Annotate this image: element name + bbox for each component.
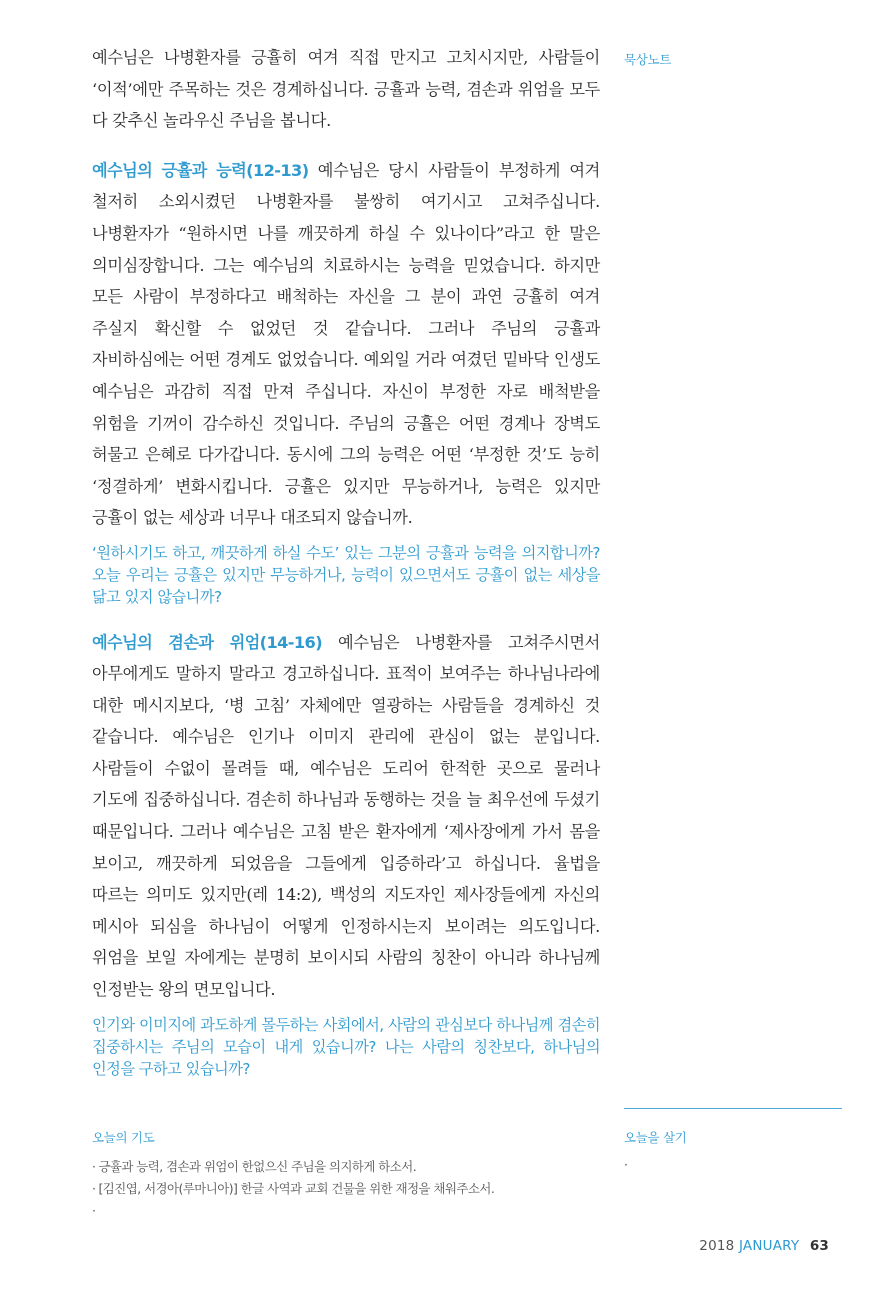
prayer-heading: 오늘의 기도 [92, 1130, 155, 1145]
todays-prayer [92, 1128, 602, 1222]
meditation-note-label: 묵상노트 [624, 52, 672, 67]
prayer-item [92, 1178, 602, 1200]
live-item: · [624, 1157, 628, 1172]
page-footer [699, 1238, 829, 1254]
side-divider [624, 1108, 842, 1109]
footer-month: JANUARY [738, 1238, 800, 1254]
section-compassion-power [92, 155, 600, 609]
bullet: · [92, 1181, 96, 1196]
section-paragraph [92, 155, 600, 534]
section-body: 예수님은 나병환자를 고쳐주시면서 아무에게도 말하지 말라고 경고하십니다. 표적이 보여주는 하나님나라에 대한 메시지보다, ‘병 고침’ 자체에만 열광하는 사람들을 경계하신 것 같습니다. 예수님은 인기나 이미지 관리에 관심이 없는 분입니다. 사람들이 수없이 몰려들 때, 예수님은 도리어 한적한 곳으로 물러나 기도에 집중하십니다. 겸손히 하나님과 동행하는 것을 늘 최우선에 두셨기 때문입니다. 그러나 예수님은 고침 받은 환자에게 ‘제사장에게 가서 몸을 보이고, 깨끗하게 되었음을 그들에게 입증하라’고 하십니다. 율법을 따르는 의미도 있지만(레 14:2), 백성의 지도자인 제사장들에게 자신의 메시아 되심을 하나님이 어떻게 인정하시는지 보이려는 의도입니다. 위엄을 보일 자에게는 분명히 보이시되 사람의 칭찬이 아니라 하나님께 인정받는 왕의 면모입니다. [92, 632, 600, 1000]
section-heading: 예수님의 겸손과 위엄(14-16) [92, 632, 323, 652]
reflection-question: 인기와 이미지에 과도하게 몰두하는 사회에서, 사람의 관심보다 하나님께 겸손히 집중하시는 주님의 모습이 내게 있습니까? 나는 사람의 칭찬보다, 하나님의 인정을 구하고 있습니까? [92, 1015, 600, 1079]
section-humility-majesty [92, 627, 600, 1081]
live-today [624, 1128, 844, 1176]
reflection-question: ‘원하시기도 하고, 깨끗하게 하실 수도’ 있는 그분의 긍휼과 능력을 의지합니까? 오늘 우리는 긍휼은 있지만 무능하거나, 능력이 있으면서도 긍휼이 없는 세상을 닮고 있지 않습니까? [92, 543, 600, 607]
section-heading: 예수님의 긍휼과 능력(12-13) [92, 160, 309, 180]
prayer-item [92, 1156, 602, 1178]
main-column [92, 42, 600, 1080]
prayer-item [92, 1200, 602, 1222]
prayer-text: [김진엽, 서경아(루마니아)] 한글 사역과 교회 건물을 위한 재정을 채워주소서. [98, 1181, 495, 1196]
live-heading: 오늘을 살기 [624, 1130, 687, 1145]
page-number: 63 [809, 1238, 829, 1254]
footer-year: 2018 [699, 1238, 735, 1254]
section-body: 예수님은 당시 사람들이 부정하게 여겨 철저히 소외시켰던 나병환자를 불쌍히 여기시고 고쳐주십니다. 나병환자가 “원하시면 나를 깨끗하게 하실 수 있나이다”라고 한 말은 의미심장합니다. 그는 예수님의 치료하시는 능력을 믿었습니다. 하지만 모든 사람이 부정하다고 배척하는 자신을 그 분이 과연 긍휼히 여겨 주실지 확신할 수 없었던 것 같습니다. 그러나 주님의 긍휼과 자비하심에는 어떤 경계도 없었습니다. 예외일 거라 여겼던 밑바닥 인생도 예수님은 과감히 직접 만져 주십니다. 자신이 부정한 자로 배척받을 위험을 기꺼이 감수하신 것입니다. 주님의 긍휼은 어떤 경계나 장벽도 허물고 은혜로 다가갑니다. 동시에 그의 능력은 어떤 ‘부정한 것’도 능히 ‘정결하게’ 변화시킵니다. 긍휼은 있지만 무능하거나, 능력은 있지만 긍휼이 없는 세상과 너무나 대조되지 않습니까. [92, 160, 600, 528]
section-paragraph [92, 627, 600, 1006]
bullet: · [92, 1203, 96, 1218]
bullet: · [92, 1159, 96, 1174]
prayer-list [92, 1156, 602, 1222]
intro-paragraph: 예수님은 나병환자를 긍휼히 여겨 직접 만지고 고치시지만, 사람들이 ‘이적’에만 주목하는 것은 경계하십니다. 긍휼과 능력, 겸손과 위엄을 모두 다 갖추신 놀라우신 주님을 봅니다. [92, 48, 600, 131]
prayer-text: 긍휼과 능력, 겸손과 위엄이 한없으신 주님을 의지하게 하소서. [98, 1159, 417, 1174]
